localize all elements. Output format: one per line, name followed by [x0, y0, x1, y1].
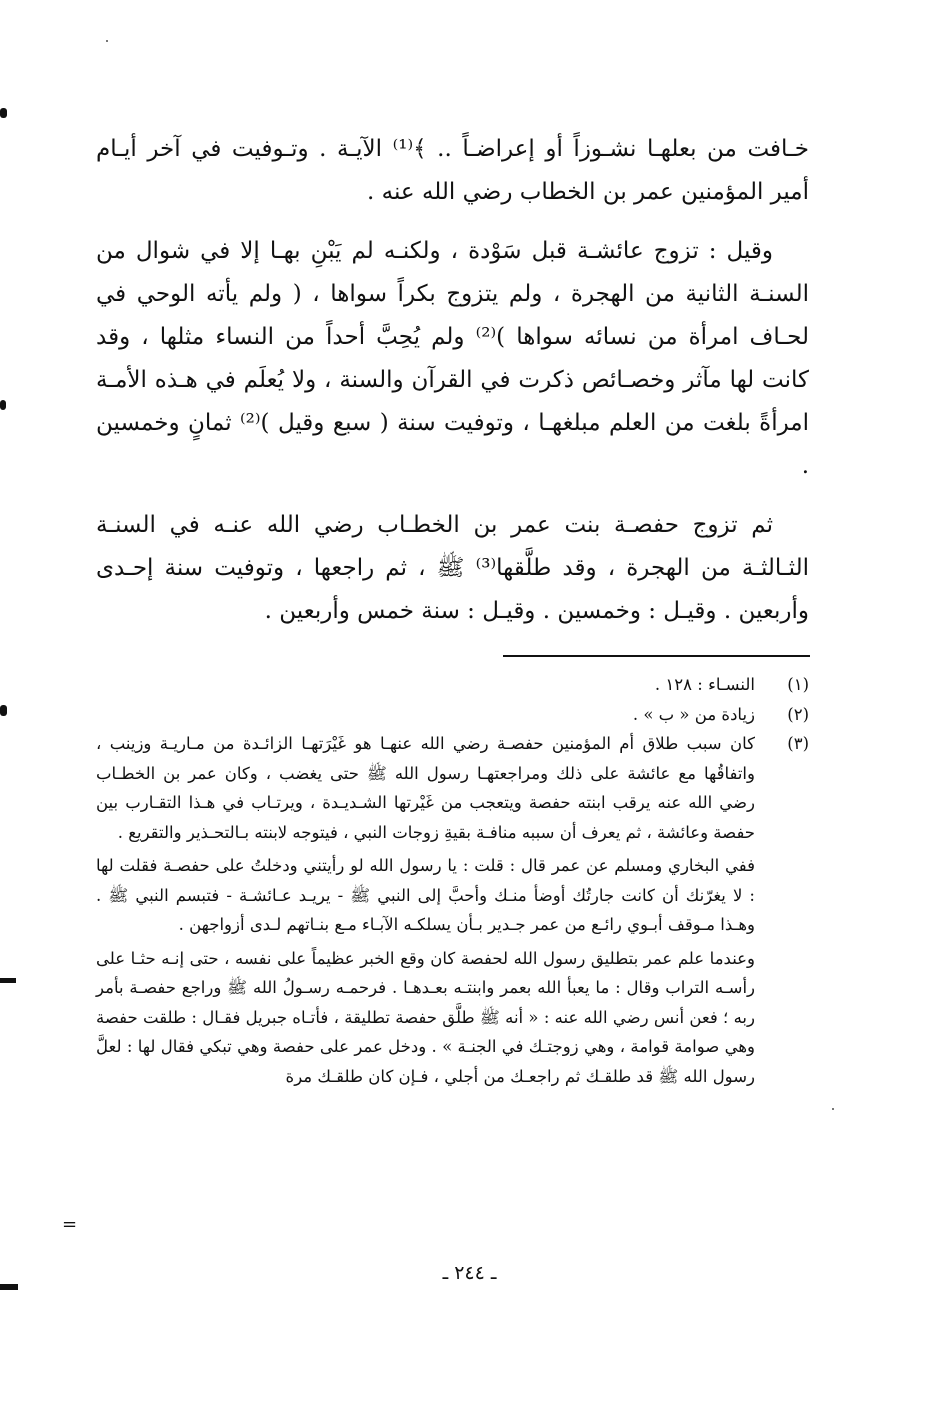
footnote-paragraph: وعندما علم عمر بتطليق رسول الله لحفصة كان وقع الخبر عظيماً على نفسه ، حتى إنـه حثـا على رأسـه التراب وقال : ما يعبأ الله بعمر وابنتـه بعـدهـا . فرحمـه رسـولُ الله ﷺ وراجع حفصـة بأمر ربه ؛ فعن أنس رضي الله عنه : « أنه ﷺ طلَّق حفصة تطليقة ، فأتـاه جبريل فقـال : طلقت حفصة وهي صوامة قوامة ، وهي زوجتـك في الجنـة » . ودخل عمر على حفصة وهي تبكي فقال لها : لعلَّ رسول الله ﷺ قد طلقـك ثم راجعـك من أجلي ، فـإن كان طلقـك مرة — [96, 948, 755, 1086]
footnotes — [96, 670, 809, 1091]
footnote-number: (٣) — [787, 734, 809, 753]
scan-edge-mark — [0, 1284, 18, 1290]
continuation-mark: = — [62, 1214, 78, 1235]
footnote-number: (٢) — [787, 704, 809, 724]
footnote-paragraph: زيادة من « ب » . — [632, 704, 755, 724]
footnote-paragraph: كان سبب طلاق أم المؤمنين حفصـة رضي الله عنهـا هو غَيْرَتهـا الزائـدة من مـاريـة وزينب ، واتفاقُها مع عائشة على ذلك ومراجعتهـا رسول الله ﷺ حتى يغضب ، وكان عمر بن الخطـاب رضي الله عنه يرقب ابنته حفصة ويتعجب من غَيْرتها الشـديـدة ، ويرتـاب في هـذا التقـارب بين حفصة وعائشة ، ثم يعرف أن سببه منافـة بقيةِ زوجات النبي ، فيتوجه لابنته بـالتحـذير والتقريع . — [96, 734, 755, 842]
footnote-text — [96, 729, 755, 1091]
footnote — [96, 670, 809, 700]
scan-speck — [106, 40, 108, 42]
body-paragraph: ثم تزوج حفصـة بنت عمر بن الخطـاب رضي الله عنـه في السنـة الثـالثـة من الهجرة ، وقد طلَّقها⁽³⁾ ﷺ ، ثم راجعها ، وتوفيت سنة إحـدى وأربعين . وقيـل : وخمسين . وقيـل : سنة خمس وأربعين . — [96, 512, 809, 624]
footnote — [96, 729, 809, 1091]
footnote-paragraph: ففي البخاري ومسلم عن عمر قال : قلت : يا رسول الله لو رأيتني ودخلتُ على حفصـة فقلت لها : لا يغرّنك أن كانت جارتُك أوضأ منـك وأحبَّ إلى النبي ﷺ - يريـد عـائشـة - فتبسم النبي ﷺ . وهـذا مـوقف أبـوي رائـع من عمر جـدير بـأن يسلكـه الآبـاء مـع بنـاتهم لـدى أزواجهن . — [96, 856, 755, 934]
footnote-text — [96, 670, 755, 700]
footnote-number: (١) — [787, 675, 809, 694]
footnote-separator — [503, 655, 810, 657]
footnote — [96, 700, 809, 730]
main-text — [96, 128, 809, 649]
scan-speck — [832, 1108, 834, 1110]
footnote-text — [96, 700, 755, 730]
scan-edge-mark — [0, 400, 6, 410]
footnote-paragraph: النسـاء : ١٢٨ . — [654, 675, 755, 694]
body-paragraph: خـافت من بعلهـا نشـوزاً أو إعراضـاً .. ﴾⁽¹⁾ الآيـة . وتـوفيت في آخر أيـام أمير المؤمنين عمر بن الخطاب رضي الله عنه . — [96, 136, 809, 205]
scan-edge-mark — [0, 705, 7, 716]
scan-edge-mark — [0, 108, 7, 118]
page-number: ـ ٢٤٤ ـ — [442, 1262, 497, 1284]
body-paragraph: وقيل : تزوج عائشـة قبل سَوْدة ، ولكنـه لم يَبْنِ بهـا إلا في شوال من السنـة الثانية من الهجرة ، ولم يتزوج بكراً سواها ، ( ولم يأته الوحي في لحـاف امرأة من نسائه سواها )⁽²⁾ ولم يُحِبَّ أحداً من النساء مثلها ، وقد كانت لها مآثر وخصـائص ذكرت في القرآن والسنة ، ولا يُعلَم في هـذه الأمـة امرأةً بلغت من العلم مبلغهـا ، وتوفيت سنة ( سبع وقيل )⁽²⁾ ثمانٍ وخمسين . — [96, 238, 809, 479]
scan-edge-mark — [0, 978, 16, 983]
